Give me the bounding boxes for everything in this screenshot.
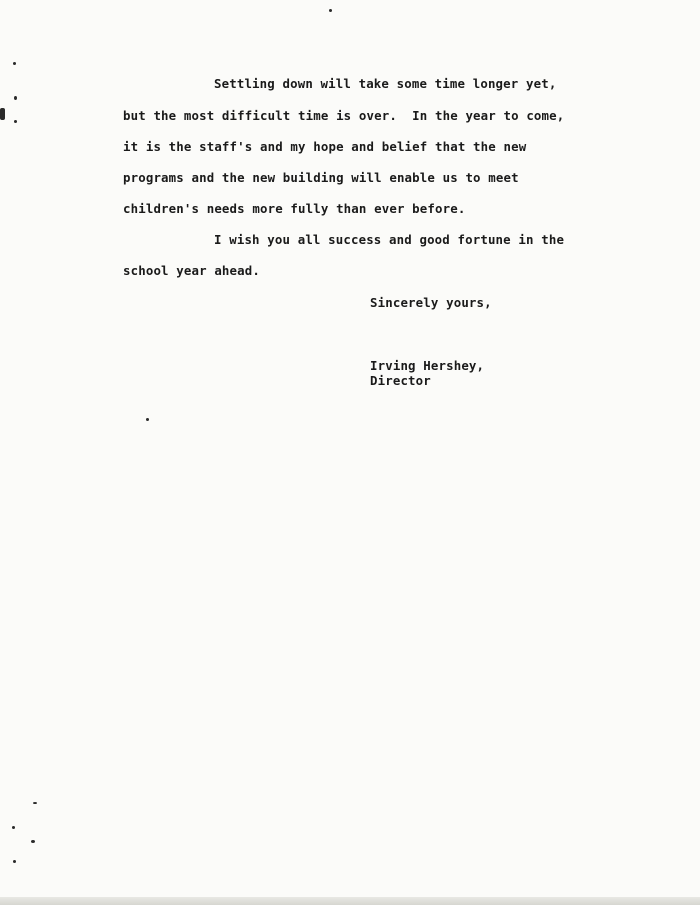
scan-speck [14,120,17,123]
signer-name: Irving Hershey, [370,358,485,373]
scan-speck [13,860,16,863]
body-line: but the most difficult time is over. In the year to come, [123,108,565,123]
body-line: it is the staff's and my hope and belief that the new [123,139,527,154]
scan-speck [0,108,5,120]
scan-speck [329,9,332,12]
scan-speck [14,96,17,100]
scan-speck [31,840,35,843]
signer-title: Director [370,373,431,388]
closing: Sincerely yours, [370,295,492,310]
scan-speck [13,62,16,65]
body-line: programs and the new building will enable us to meet [123,170,519,185]
body-line: school year ahead. [123,263,260,278]
body-line: I wish you all success and good fortune in the [214,232,565,247]
body-line: Settling down will take some time longer yet, [214,76,557,91]
scan-speck [12,826,15,829]
scan-speck [33,802,37,804]
body-line: children's needs more fully than ever before. [123,201,466,216]
page-bottom-edge [0,897,700,905]
scan-speck [146,418,149,421]
